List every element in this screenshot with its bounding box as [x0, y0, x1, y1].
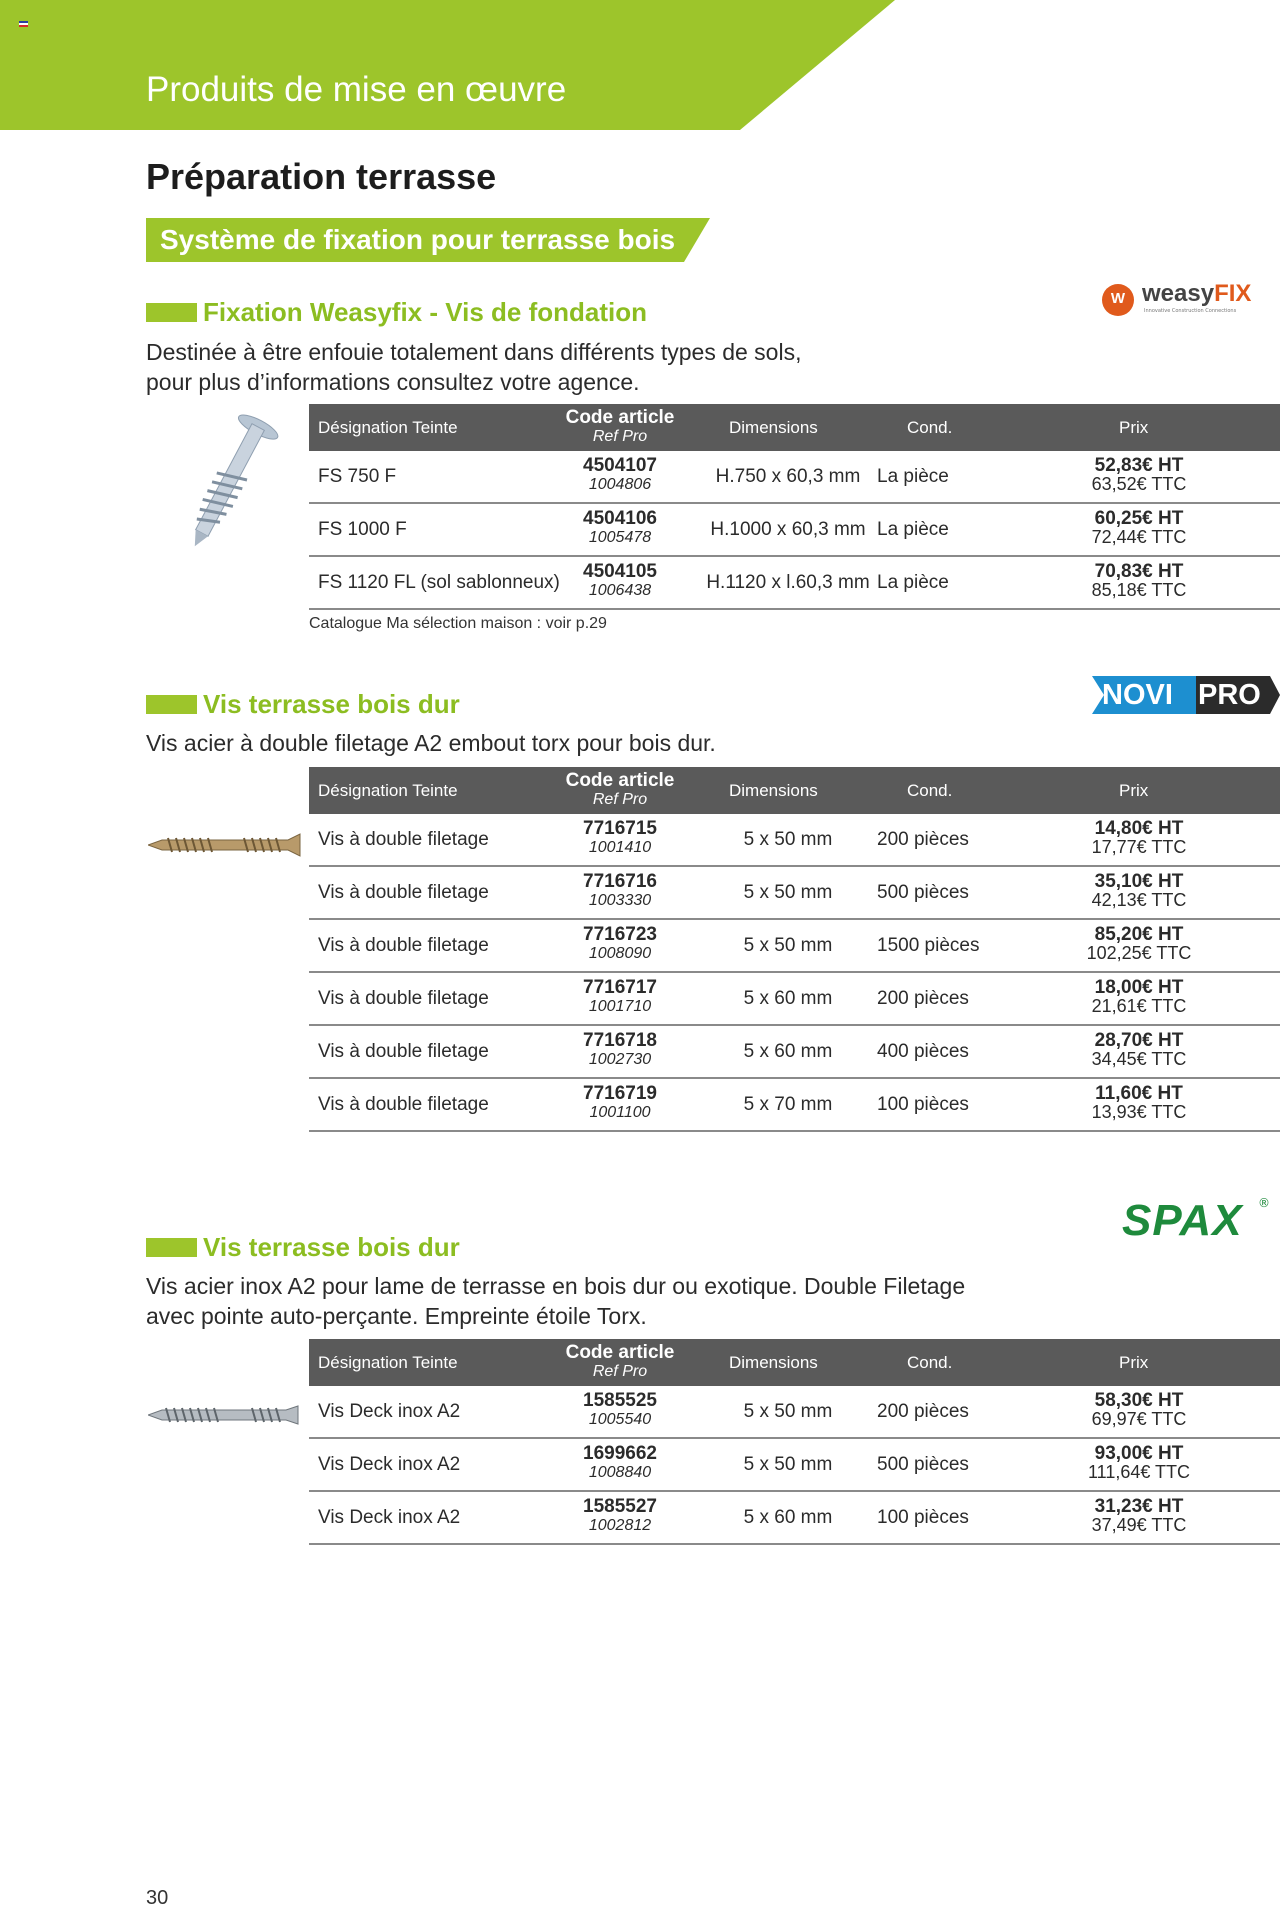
cell-designation: Vis à double filetage: [318, 935, 489, 956]
price-ht: 14,80€ HT: [1094, 818, 1184, 839]
price-ht: 18,00€ HT: [1094, 977, 1184, 998]
cell-cond: 400 pièces: [877, 1041, 969, 1062]
description-line: Destinée à être enfouie totalement dans différents types de sols,: [146, 339, 802, 365]
price-ht: 31,23€ HT: [1094, 1496, 1184, 1517]
cell-cond: 200 pièces: [877, 829, 969, 850]
cell-price: [1049, 1031, 1229, 1069]
cell-code: [545, 1444, 695, 1482]
header-banner: [0, 0, 1280, 130]
cell-code-value: 4504105: [583, 561, 657, 582]
cell-designation: FS 1120 FL (sol sablonneux): [318, 572, 560, 593]
cell-dimensions: 5 x 50 mm: [743, 1401, 833, 1422]
column-ref-label: Ref Pro: [592, 791, 648, 808]
price-ht: 58,30€ HT: [1094, 1390, 1184, 1411]
column-designation: Désignation Teinte: [318, 1353, 458, 1372]
cell-code-value: 1699662: [583, 1443, 657, 1464]
cell-price: [1049, 1084, 1229, 1122]
price-ttc: 72,44€ TTC: [1091, 527, 1187, 547]
cell-price: [1049, 1391, 1229, 1429]
price-ht: 35,10€ HT: [1094, 871, 1184, 892]
column-ref-label: Ref Pro: [592, 1363, 648, 1380]
table-row: [309, 868, 1280, 920]
cell-dimensions: 5 x 60 mm: [743, 988, 833, 1009]
cell-code: [545, 1031, 695, 1069]
table-row: [309, 1027, 1280, 1079]
column-code-label: Code article: [565, 407, 675, 428]
cell-designation: FS 1000 F: [318, 519, 407, 540]
cell-dimensions: 5 x 50 mm: [743, 829, 833, 850]
cell-designation: Vis à double filetage: [318, 882, 489, 903]
section-heading: [146, 1232, 460, 1262]
cell-code: [545, 562, 695, 600]
price-ttc: 13,93€ TTC: [1091, 1102, 1187, 1122]
cell-price: [1049, 872, 1229, 910]
cell-code: [545, 1497, 695, 1535]
cell-ref-value: 1008090: [588, 945, 652, 962]
weasyfix-name-main: weasy: [1142, 280, 1215, 307]
price-ht: 60,25€ HT: [1094, 508, 1184, 529]
column-dimensions: Dimensions: [729, 781, 818, 800]
cell-code: [545, 872, 695, 910]
section-marker: [146, 303, 197, 322]
section-marker: [146, 1238, 197, 1257]
section-heading: [146, 297, 647, 327]
cell-dimensions: 5 x 70 mm: [743, 1094, 833, 1115]
cell-designation: Vis à double filetage: [318, 1094, 489, 1115]
weasyfix-badge: W: [1110, 290, 1126, 307]
column-code-label: Code article: [565, 1342, 675, 1363]
cell-code-value: 1585527: [583, 1496, 657, 1517]
cell-dimensions: H.1120 x l.60,3 mm: [706, 572, 870, 593]
header-banner-shape: [0, 0, 1280, 130]
column-price: Prix: [1119, 1353, 1149, 1372]
cell-code: [545, 925, 695, 963]
page-title: Préparation terrasse: [146, 156, 497, 197]
price-ht: 11,60€ HT: [1095, 1083, 1183, 1104]
cell-cond: La pièce: [877, 519, 949, 540]
novipro-right: PRO: [1198, 679, 1261, 711]
column-ref-label: Ref Pro: [592, 428, 648, 445]
product-table: [309, 1339, 1280, 1545]
price-ttc: 111,64€ TTC: [1087, 1462, 1191, 1482]
section-description: [146, 1271, 965, 1331]
cell-price: [1049, 1444, 1229, 1482]
weasyfix-name: [1142, 280, 1251, 308]
column-dimensions: Dimensions: [729, 418, 818, 437]
cell-price: [1049, 819, 1229, 857]
column-price: Prix: [1119, 418, 1149, 437]
price-ht: 70,83€ HT: [1094, 561, 1184, 582]
cell-dimensions: 5 x 50 mm: [743, 882, 833, 903]
section-heading-title: Vis terrasse bois dur: [203, 1231, 460, 1262]
spax-registered: ®: [1258, 1196, 1270, 1210]
spax-logo: [1122, 1196, 1272, 1246]
weasyfix-tagline: Innovative Construction Connections: [1144, 308, 1237, 314]
cell-cond: La pièce: [877, 466, 949, 487]
price-ttc: 63,52€ TTC: [1091, 474, 1187, 494]
column-code: [545, 1343, 695, 1381]
table-row: [309, 452, 1280, 504]
cell-code-value: 1585525: [583, 1390, 657, 1411]
price-ttc: 37,49€ TTC: [1091, 1515, 1187, 1535]
price-ht: 28,70€ HT: [1094, 1030, 1184, 1051]
column-price: Prix: [1119, 781, 1149, 800]
cell-price: [1049, 978, 1229, 1016]
cell-code-value: 7716717: [583, 977, 657, 998]
cell-dimensions: 5 x 60 mm: [743, 1041, 833, 1062]
cell-designation: Vis Deck inox A2: [318, 1507, 461, 1528]
price-ht: 93,00€ HT: [1094, 1443, 1184, 1464]
cell-designation: Vis Deck inox A2: [318, 1401, 461, 1422]
cell-ref-value: 1002730: [588, 1051, 652, 1068]
price-ttc: 34,45€ TTC: [1091, 1049, 1187, 1069]
table-header: [309, 1339, 1280, 1386]
cell-code: [545, 819, 695, 857]
cell-code: [545, 1084, 695, 1122]
description-line: Vis acier à double filetage A2 embout torx pour bois dur.: [146, 730, 716, 756]
catalogue-note: Catalogue Ma sélection maison : voir p.29: [309, 615, 607, 632]
price-ttc: 102,25€ TTC: [1086, 943, 1192, 963]
description-line: pour plus d’informations consultez votre agence.: [146, 369, 640, 395]
cell-price: [1049, 562, 1229, 600]
price-ht: 85,20€ HT: [1094, 924, 1184, 945]
column-designation: Désignation Teinte: [318, 781, 458, 800]
cell-code-value: 7716719: [583, 1083, 657, 1104]
weasyfix-logo: [1100, 280, 1270, 320]
price-ht: 52,83€ HT: [1094, 455, 1184, 476]
section-description: [146, 337, 801, 397]
cell-code: [545, 456, 695, 494]
table-row: [309, 1440, 1280, 1492]
cell-code-value: 7716715: [583, 818, 657, 839]
description-line: Vis acier inox A2 pour lame de terrasse en bois dur ou exotique. Double Filetage: [146, 1273, 966, 1299]
novipro-logo: [1092, 676, 1280, 714]
cell-designation: FS 750 F: [318, 466, 397, 487]
cell-cond: 200 pièces: [877, 1401, 969, 1422]
cell-dimensions: 5 x 50 mm: [743, 935, 833, 956]
section-heading-title: Fixation Weasyfix - Vis de fondation: [203, 296, 648, 327]
deck-screw-image: [148, 1404, 300, 1426]
cell-ref-value: 1001710: [588, 998, 652, 1015]
product-table: [309, 767, 1280, 1132]
foundation-screw-image: [175, 410, 285, 555]
cell-designation: Vis à double filetage: [318, 829, 489, 850]
table-row: [309, 558, 1280, 610]
cell-dimensions: 5 x 60 mm: [743, 1507, 833, 1528]
cell-code: [545, 978, 695, 1016]
column-cond: Cond.: [907, 1353, 953, 1372]
cell-ref-value: 1008840: [588, 1464, 652, 1481]
cell-dimensions: H.1000 x 60,3 mm: [710, 519, 866, 540]
cell-code-value: 7716718: [583, 1030, 657, 1051]
cell-designation: Vis à double filetage: [318, 1041, 489, 1062]
table-row: [309, 921, 1280, 973]
cell-designation: Vis à double filetage: [318, 988, 489, 1009]
cell-cond: 1500 pièces: [877, 935, 980, 956]
page-number: 30: [146, 1887, 169, 1909]
cell-ref-value: 1001100: [589, 1104, 651, 1121]
price-ttc: 17,77€ TTC: [1091, 837, 1187, 857]
cell-cond: 500 pièces: [877, 1454, 969, 1475]
cell-code-value: 7716716: [583, 871, 657, 892]
flag-icon: [19, 21, 28, 28]
section-title: Produits de mise en œuvre: [146, 70, 567, 109]
spax-name: SPAX: [1122, 1196, 1243, 1245]
column-code-label: Code article: [565, 770, 675, 791]
cell-dimensions: H.750 x 60,3 mm: [715, 466, 861, 487]
price-ttc: 85,18€ TTC: [1091, 580, 1187, 600]
cell-code: [545, 509, 695, 547]
table-row: [309, 1387, 1280, 1439]
price-ttc: 69,97€ TTC: [1091, 1409, 1187, 1429]
cell-ref-value: 1002812: [588, 1517, 652, 1534]
cell-price: [1049, 925, 1229, 963]
subtitle: Système de fixation pour terrasse bois: [160, 224, 676, 255]
cell-ref-value: 1004806: [588, 476, 652, 493]
cell-code-value: 7716723: [583, 924, 657, 945]
section-marker: [146, 695, 197, 714]
table-header: [309, 767, 1280, 814]
cell-ref-value: 1003330: [588, 892, 652, 909]
table-row: [309, 1493, 1280, 1545]
cell-price: [1049, 1497, 1229, 1535]
section-heading: [146, 689, 460, 719]
cell-cond: 100 pièces: [877, 1094, 969, 1115]
cell-ref-value: 1001410: [588, 839, 652, 856]
column-cond: Cond.: [907, 781, 953, 800]
table-row: [309, 1080, 1280, 1132]
cell-cond: La pièce: [877, 572, 949, 593]
column-code: [545, 408, 695, 446]
novipro-left: NOVI: [1102, 679, 1173, 711]
column-dimensions: Dimensions: [729, 1353, 818, 1372]
price-ttc: 21,61€ TTC: [1091, 996, 1187, 1016]
cell-designation: Vis Deck inox A2: [318, 1454, 461, 1475]
double-thread-screw-image: [148, 832, 303, 858]
column-designation: Désignation Teinte: [318, 418, 458, 437]
cell-price: [1049, 456, 1229, 494]
weasyfix-name-accent: FIX: [1214, 280, 1252, 307]
table-header: [309, 404, 1280, 451]
description-line: avec pointe auto-perçante. Empreinte étoile Torx.: [146, 1303, 647, 1329]
cell-dimensions: 5 x 50 mm: [743, 1454, 833, 1475]
cell-cond: 100 pièces: [877, 1507, 969, 1528]
cell-code-value: 4504106: [583, 508, 657, 529]
cell-code: [545, 1391, 695, 1429]
section-heading-title: Vis terrasse bois dur: [203, 688, 460, 719]
cell-cond: 500 pièces: [877, 882, 969, 903]
product-table: [309, 404, 1280, 610]
cell-code-value: 4504107: [583, 455, 657, 476]
table-row: [309, 974, 1280, 1026]
price-ttc: 42,13€ TTC: [1091, 890, 1187, 910]
cell-ref-value: 1005540: [588, 1411, 652, 1428]
cell-price: [1049, 509, 1229, 547]
cell-cond: 200 pièces: [877, 988, 969, 1009]
cell-ref-value: 1006438: [588, 582, 652, 599]
section-description: [146, 728, 716, 758]
table-row: [309, 815, 1280, 867]
column-cond: Cond.: [907, 418, 953, 437]
table-row: [309, 505, 1280, 557]
column-code: [545, 771, 695, 809]
cell-ref-value: 1005478: [588, 529, 652, 546]
